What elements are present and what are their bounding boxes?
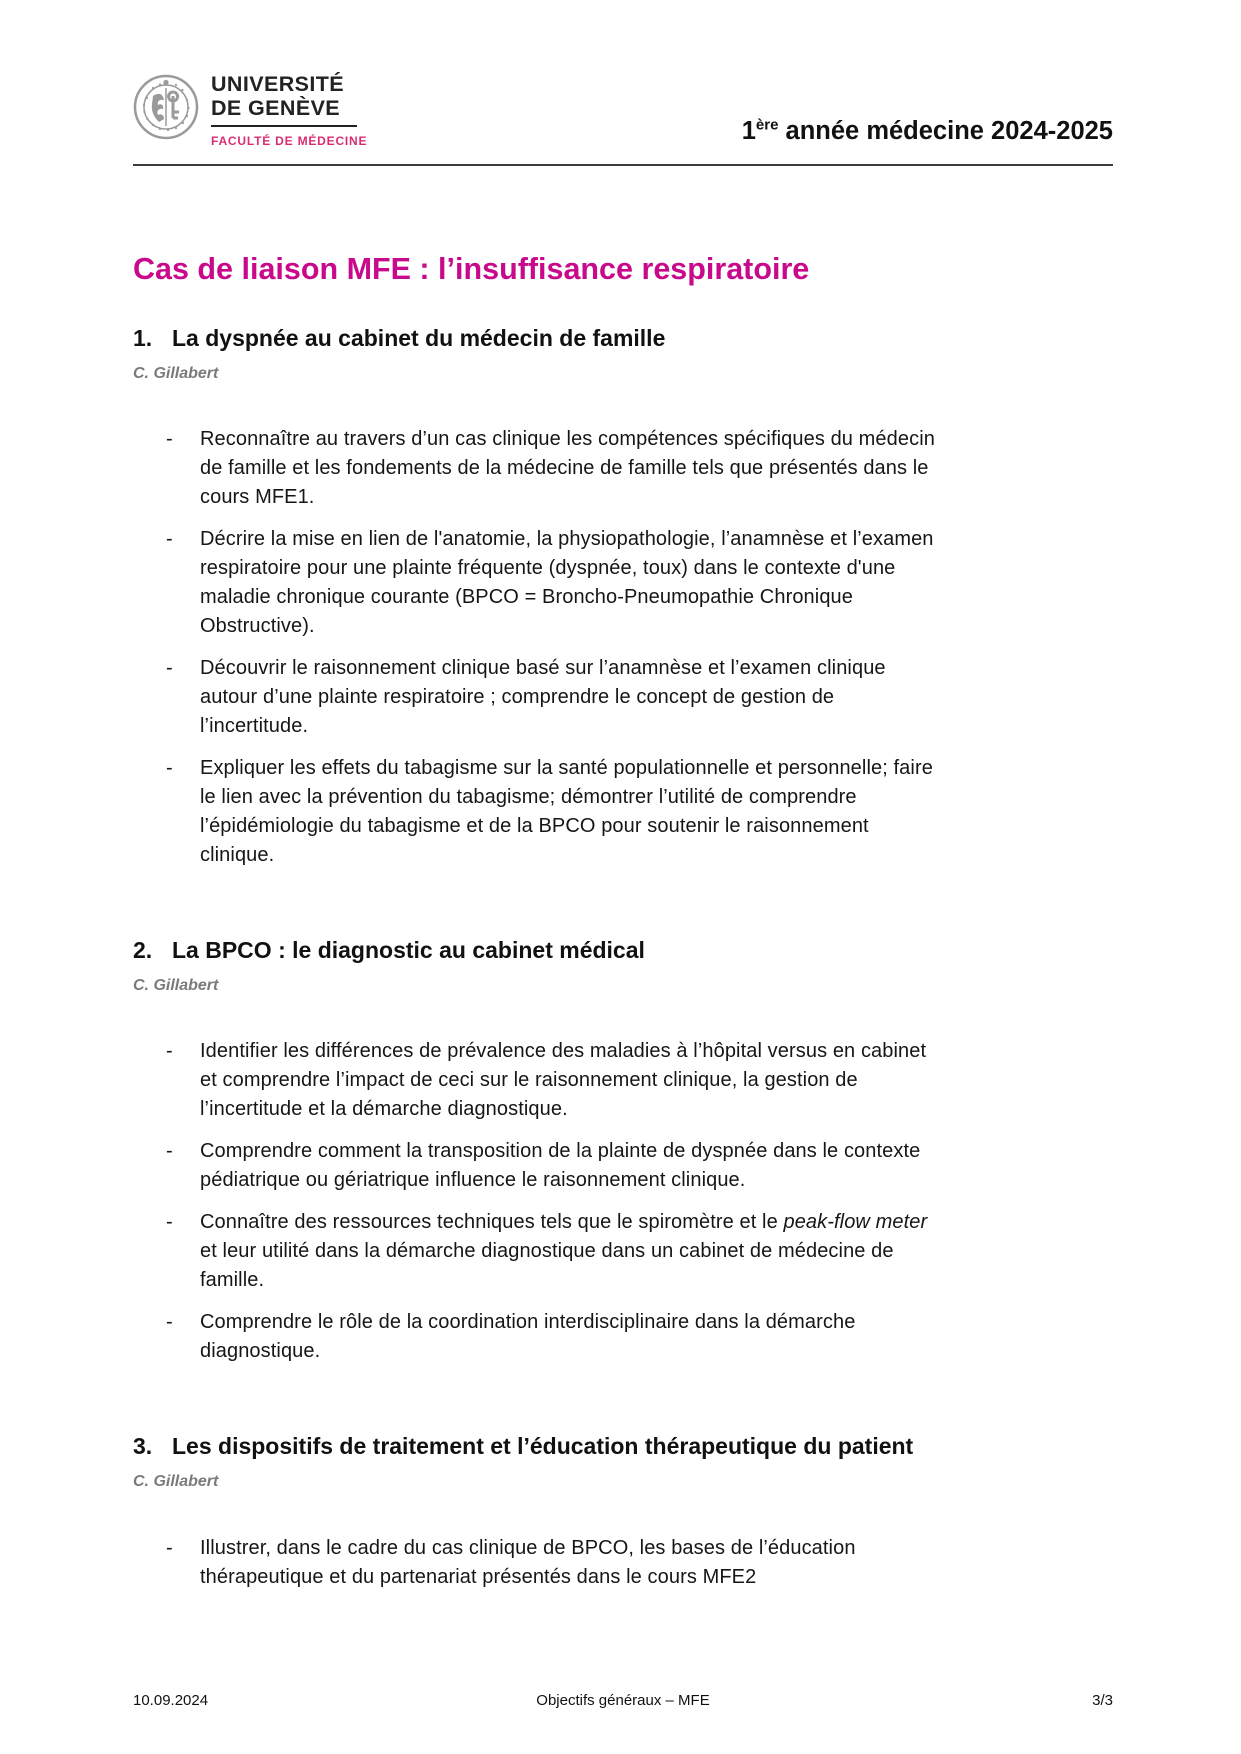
- university-name-line2: DE GENÈVE: [211, 96, 341, 121]
- bullet-text: Connaître des ressources techniques tels que le spiromètre et le peak-flow meter et leur utilité dans la démarche diagnostique dans un cabinet de médecine de famille.: [200, 1211, 928, 1292]
- bullet-item: [166, 1137, 1113, 1195]
- course-year-rest: année médecine 2024-2025: [778, 117, 1113, 146]
- bullet-item: [166, 525, 1113, 641]
- bullet-list: [133, 425, 1113, 870]
- unige-logo: [133, 72, 367, 148]
- bullet-item: [166, 754, 1113, 870]
- sections: [133, 316, 1113, 1592]
- bullet-text: Décrire la mise en lien de l'anatomie, la physiopathologie, l’anamnèse et l’examen respiratoire pour une plainte fréquente (dyspnée, toux) dans le contexte d'une maladie chronique courante (BPCO = Broncho-Pneumopathie Chronique Obstructive).: [200, 528, 934, 638]
- bullet-item: [166, 1534, 1113, 1592]
- footer-page-number: 3/3: [1092, 1692, 1113, 1709]
- footer-date: 10.09.2024: [133, 1692, 209, 1709]
- bullet-text: Reconnaître au travers d’un cas clinique les compétences spécifiques du médecin de famille et les fondements de la médecine de famille tels que présentés dans le cours MFE1.: [200, 428, 935, 509]
- bullet-marker: -: [166, 1040, 173, 1063]
- footer-doc-label: Objectifs généraux – MFE: [536, 1692, 710, 1709]
- section-number: 1.: [133, 324, 153, 351]
- section-heading-text: La dyspnée au cabinet du médecin de famille: [172, 324, 666, 351]
- course-year-superscript: ère: [755, 116, 779, 134]
- section-author: C. Gillabert: [133, 364, 219, 382]
- bullet-marker: -: [166, 1211, 173, 1234]
- bullet-text: Comprendre comment la transposition de la plainte de dyspnée dans le contexte pédiatrique ou gériatrique influence le raisonnement clinique.: [200, 1140, 921, 1192]
- bullet-item: [166, 425, 1113, 512]
- section-number: 2.: [133, 937, 153, 964]
- section-author: C. Gillabert: [133, 1473, 219, 1491]
- page-header: [133, 72, 1113, 148]
- section: [133, 928, 1113, 1366]
- bullet-item: [166, 1308, 1113, 1366]
- section-heading-text: La BPCO : le diagnostic au cabinet médical: [172, 937, 645, 964]
- bullet-text: Illustrer, dans le cadre du cas clinique de BPCO, les bases de l’éducation thérapeutique et du partenariat présentés dans le cours MFE2: [200, 1536, 856, 1588]
- faculty-label: FACULTÉ DE MÉDECINE: [211, 134, 368, 149]
- section-author: C. Gillabert: [133, 976, 219, 994]
- bullet-marker: -: [166, 528, 173, 551]
- bullet-item: [166, 1208, 1113, 1295]
- bullet-text: Identifier les différences de prévalence des maladies à l’hôpital versus en cabinet et comprendre l’impact de ceci sur le raisonnement clinique, la gestion de l’incertitude et la démarche diagnostique.: [200, 1040, 927, 1121]
- bullet-text: Comprendre le rôle de la coordination interdisciplinaire dans la démarche diagnostique.: [200, 1311, 856, 1363]
- header-rule: [133, 164, 1113, 166]
- bullet-marker: -: [166, 757, 173, 780]
- bullet-marker: -: [166, 1311, 173, 1334]
- course-year-number: 1: [741, 117, 756, 146]
- bullet-marker: -: [166, 657, 173, 680]
- course-year-label: [742, 117, 1113, 148]
- section-heading-text: Les dispositifs de traitement et l’éducation thérapeutique du patient: [172, 1433, 914, 1460]
- bullet-list: [133, 1534, 1113, 1592]
- section: [133, 1424, 1113, 1591]
- bullet-marker: -: [166, 1140, 173, 1163]
- section-number: 3.: [133, 1433, 153, 1460]
- unige-seal-icon: [133, 74, 199, 140]
- bullet-list: [133, 1037, 1113, 1366]
- bullet-item: [166, 1037, 1113, 1124]
- bullet-text: Découvrir le raisonnement clinique basé sur l’anamnèse et l’examen clinique autour d’une plainte respiratoire ; comprendre le concept de gestion de l’incertitude.: [200, 657, 886, 738]
- bullet-text: Expliquer les effets du tabagisme sur la santé populationnelle et personnelle; faire le lien avec la prévention du tabagisme; démontrer l’utilité de comprendre l’épidémiologie du tabagisme et de la BPCO pour soutenir le raisonnement clinique.: [200, 757, 933, 867]
- section-heading: [133, 1424, 1113, 1469]
- logo-underline: [211, 125, 357, 127]
- bullet-marker: -: [166, 428, 173, 451]
- page-title: Cas de liaison MFE : l’insuffisance respiratoire: [133, 252, 810, 287]
- section-heading: [133, 316, 1113, 361]
- bullet-item: [166, 654, 1113, 741]
- section: [133, 316, 1113, 870]
- section-heading: [133, 928, 1113, 973]
- bullet-marker: -: [166, 1536, 173, 1559]
- university-name-line1: UNIVERSITÉ: [211, 72, 345, 96]
- unige-logo-text: [211, 72, 367, 148]
